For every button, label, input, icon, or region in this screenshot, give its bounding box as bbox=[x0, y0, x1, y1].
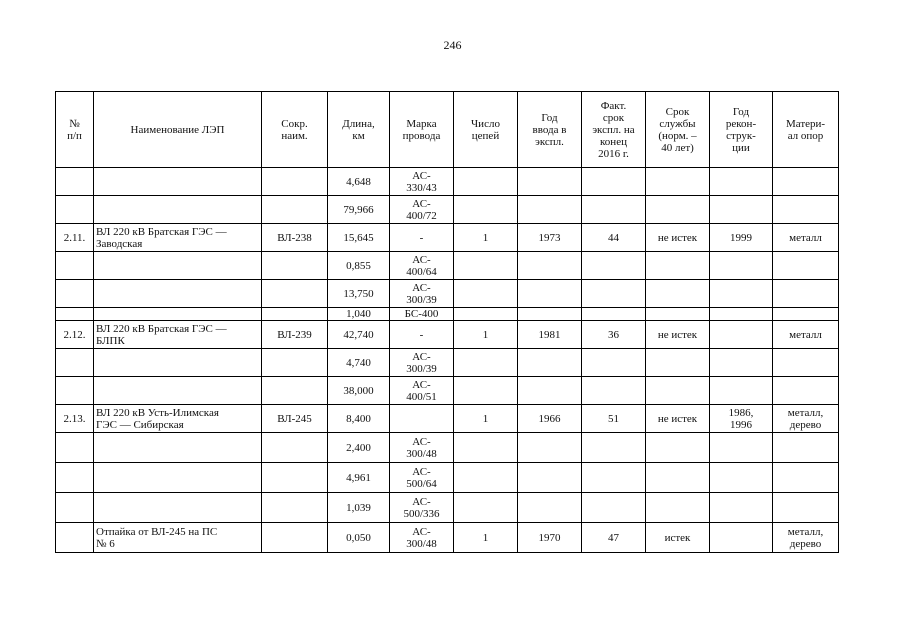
cell-year-commissioned bbox=[518, 377, 582, 405]
cell-name bbox=[94, 168, 262, 196]
header-line: ции bbox=[732, 141, 750, 154]
cell-year-commissioned bbox=[518, 463, 582, 493]
cell-year-commissioned: 1970 bbox=[518, 523, 582, 553]
cell-short-name: ВЛ-239 bbox=[262, 321, 328, 349]
cell-line: 400/72 bbox=[406, 209, 437, 222]
cell-circuits bbox=[454, 280, 518, 308]
cell-circuits bbox=[454, 308, 518, 321]
cell-length: 2,400 bbox=[328, 433, 390, 463]
header-wire-grade bbox=[390, 92, 454, 168]
cell-number bbox=[56, 252, 94, 280]
cell-name bbox=[94, 321, 262, 349]
cell-year-reconstruction bbox=[710, 523, 773, 553]
cell-year-commissioned bbox=[518, 196, 582, 224]
table-row bbox=[56, 168, 839, 196]
cell-service-life bbox=[646, 463, 710, 493]
cell-circuits bbox=[454, 463, 518, 493]
header-line: (норм. – bbox=[658, 129, 697, 142]
cell-service-life bbox=[646, 280, 710, 308]
cell-number: 2.12. bbox=[56, 321, 94, 349]
header-line: Матери- bbox=[785, 117, 826, 130]
cell-actual-service-life bbox=[582, 493, 646, 523]
cell-actual-service-life: 47 bbox=[582, 523, 646, 553]
cell-line: ВЛ 220 кВ Братская ГЭС — bbox=[96, 322, 227, 335]
cell-name bbox=[94, 252, 262, 280]
cell-actual-service-life bbox=[582, 377, 646, 405]
cell-support-material bbox=[773, 377, 839, 405]
table-row bbox=[56, 321, 839, 349]
cell-circuits bbox=[454, 168, 518, 196]
cell-line: 300/39 bbox=[406, 362, 437, 375]
cell-wire-grade bbox=[390, 523, 454, 553]
cell-wire-grade bbox=[390, 308, 454, 321]
cell-year-commissioned bbox=[518, 349, 582, 377]
cell-line: № 6 bbox=[96, 537, 115, 550]
header-line: № bbox=[69, 117, 80, 130]
page-number: 246 bbox=[443, 38, 462, 52]
table-row bbox=[56, 252, 839, 280]
cell-length: 8,400 bbox=[328, 405, 390, 433]
cell-support-material bbox=[773, 252, 839, 280]
cell-service-life: не истек bbox=[646, 321, 710, 349]
cell-line: 300/48 bbox=[406, 537, 437, 550]
cell-short-name bbox=[262, 433, 328, 463]
cell-circuits bbox=[454, 433, 518, 463]
cell-name bbox=[94, 280, 262, 308]
header-line: 2016 г. bbox=[598, 147, 629, 160]
cell-support-material bbox=[773, 224, 839, 252]
cell-wire-grade bbox=[390, 321, 454, 349]
cell-line: 400/51 bbox=[406, 390, 437, 403]
cell-year-commissioned: 1973 bbox=[518, 224, 582, 252]
cell-year-commissioned: 1981 bbox=[518, 321, 582, 349]
cell-line: АС- bbox=[412, 435, 431, 448]
cell-short-name bbox=[262, 196, 328, 224]
cell-support-material bbox=[773, 168, 839, 196]
cell-actual-service-life: 44 bbox=[582, 224, 646, 252]
cell-year-commissioned bbox=[518, 168, 582, 196]
table-body bbox=[56, 168, 839, 553]
header-line: п/п bbox=[67, 129, 82, 142]
cell-name bbox=[94, 463, 262, 493]
header-length bbox=[328, 92, 390, 168]
header-line: Наименование ЛЭП bbox=[130, 123, 225, 136]
cell-short-name bbox=[262, 349, 328, 377]
cell-service-life: истек bbox=[646, 523, 710, 553]
cell-number bbox=[56, 308, 94, 321]
cell-year-reconstruction bbox=[710, 377, 773, 405]
cell-year-reconstruction bbox=[710, 405, 773, 433]
cell-year-reconstruction bbox=[710, 493, 773, 523]
cell-number bbox=[56, 349, 94, 377]
table-row bbox=[56, 433, 839, 463]
cell-service-life: не истек bbox=[646, 405, 710, 433]
cell-wire-grade bbox=[390, 405, 454, 433]
power-lines-table bbox=[55, 91, 839, 553]
cell-actual-service-life bbox=[582, 463, 646, 493]
cell-support-material bbox=[773, 308, 839, 321]
cell-actual-service-life: 51 bbox=[582, 405, 646, 433]
cell-short-name bbox=[262, 168, 328, 196]
table-row bbox=[56, 377, 839, 405]
cell-wire-grade bbox=[390, 168, 454, 196]
cell-short-name bbox=[262, 252, 328, 280]
cell-name bbox=[94, 433, 262, 463]
cell-name bbox=[94, 308, 262, 321]
cell-line: ВЛ 220 кВ Братская ГЭС — bbox=[96, 225, 227, 238]
cell-line: металл bbox=[789, 231, 822, 244]
cell-number bbox=[56, 280, 94, 308]
cell-line: АС- bbox=[412, 465, 431, 478]
cell-support-material bbox=[773, 349, 839, 377]
header-line: Год bbox=[541, 111, 558, 124]
cell-line: ВЛ 220 кВ Усть-Илимская bbox=[96, 406, 219, 419]
cell-line: 1999 bbox=[730, 231, 752, 244]
header-line: экспл. на bbox=[592, 123, 635, 136]
cell-service-life bbox=[646, 252, 710, 280]
header-line: Сокр. bbox=[281, 117, 308, 130]
cell-line: АС- bbox=[412, 197, 431, 210]
cell-length: 1,040 bbox=[328, 308, 390, 321]
table-row bbox=[56, 224, 839, 252]
table-header bbox=[56, 92, 839, 168]
cell-name bbox=[94, 224, 262, 252]
cell-year-reconstruction bbox=[710, 168, 773, 196]
cell-circuits: 1 bbox=[454, 523, 518, 553]
header-line: Длина, bbox=[342, 117, 375, 130]
cell-short-name bbox=[262, 377, 328, 405]
cell-year-reconstruction bbox=[710, 224, 773, 252]
cell-year-commissioned: 1966 bbox=[518, 405, 582, 433]
cell-line: Отпайка от ВЛ-245 на ПС bbox=[96, 525, 218, 538]
cell-length: 38,000 bbox=[328, 377, 390, 405]
header-line: ввода в bbox=[532, 123, 567, 136]
table-row bbox=[56, 493, 839, 523]
cell-circuits bbox=[454, 252, 518, 280]
cell-circuits bbox=[454, 196, 518, 224]
cell-length: 4,740 bbox=[328, 349, 390, 377]
cell-short-name: ВЛ-245 bbox=[262, 405, 328, 433]
cell-line: 500/336 bbox=[403, 507, 440, 520]
cell-actual-service-life bbox=[582, 349, 646, 377]
cell-wire-grade bbox=[390, 224, 454, 252]
cell-service-life bbox=[646, 168, 710, 196]
cell-length: 4,961 bbox=[328, 463, 390, 493]
header-line: ал опор bbox=[787, 129, 824, 142]
table-row bbox=[56, 308, 839, 321]
cell-wire-grade bbox=[390, 493, 454, 523]
cell-support-material bbox=[773, 493, 839, 523]
cell-line: металл bbox=[789, 328, 822, 341]
header-support-material bbox=[773, 92, 839, 168]
cell-number: 2.13. bbox=[56, 405, 94, 433]
header-line: срок bbox=[602, 111, 625, 124]
cell-year-commissioned bbox=[518, 308, 582, 321]
header-line: рекон- bbox=[725, 117, 757, 130]
cell-line: 1986, bbox=[728, 406, 754, 419]
cell-support-material bbox=[773, 196, 839, 224]
cell-actual-service-life: 36 bbox=[582, 321, 646, 349]
cell-year-reconstruction bbox=[710, 280, 773, 308]
cell-wire-grade bbox=[390, 377, 454, 405]
cell-service-life bbox=[646, 433, 710, 463]
table-row bbox=[56, 463, 839, 493]
cell-line: АС- bbox=[412, 253, 431, 266]
cell-year-reconstruction bbox=[710, 196, 773, 224]
header-line: Марка bbox=[406, 117, 437, 130]
cell-length: 79,966 bbox=[328, 196, 390, 224]
table-row bbox=[56, 349, 839, 377]
header-service-life bbox=[646, 92, 710, 168]
table-row bbox=[56, 523, 839, 553]
cell-wire-grade bbox=[390, 280, 454, 308]
cell-short-name bbox=[262, 280, 328, 308]
cell-line: 500/64 bbox=[406, 477, 437, 490]
cell-year-commissioned bbox=[518, 252, 582, 280]
cell-line: 400/64 bbox=[406, 265, 437, 278]
cell-line: АС- bbox=[412, 169, 431, 182]
cell-length: 1,039 bbox=[328, 493, 390, 523]
cell-circuits: 1 bbox=[454, 224, 518, 252]
cell-year-reconstruction bbox=[710, 463, 773, 493]
cell-length: 0,050 bbox=[328, 523, 390, 553]
cell-number: 2.11. bbox=[56, 224, 94, 252]
cell-circuits bbox=[454, 349, 518, 377]
cell-line: 300/39 bbox=[406, 293, 437, 306]
cell-year-reconstruction bbox=[710, 349, 773, 377]
cell-service-life bbox=[646, 493, 710, 523]
header-line: Число bbox=[471, 117, 500, 130]
cell-line: металл, bbox=[787, 406, 824, 419]
header-line: Срок bbox=[665, 105, 690, 118]
cell-length: 4,648 bbox=[328, 168, 390, 196]
cell-circuits: 1 bbox=[454, 321, 518, 349]
cell-service-life: не истек bbox=[646, 224, 710, 252]
cell-service-life bbox=[646, 196, 710, 224]
cell-short-name: ВЛ-238 bbox=[262, 224, 328, 252]
cell-wire-grade bbox=[390, 349, 454, 377]
table-row bbox=[56, 280, 839, 308]
cell-year-commissioned bbox=[518, 280, 582, 308]
header-line: цепей bbox=[471, 129, 500, 142]
cell-number bbox=[56, 377, 94, 405]
header-line: провода bbox=[402, 129, 441, 142]
cell-line: дерево bbox=[789, 537, 822, 550]
cell-name bbox=[94, 493, 262, 523]
header-line: конец bbox=[600, 135, 627, 148]
cell-wire-grade bbox=[390, 252, 454, 280]
cell-length: 13,750 bbox=[328, 280, 390, 308]
table-row bbox=[56, 405, 839, 433]
cell-line: АС- bbox=[412, 495, 431, 508]
cell-number bbox=[56, 463, 94, 493]
cell-actual-service-life bbox=[582, 308, 646, 321]
header-line: наим. bbox=[281, 129, 308, 142]
table-row bbox=[56, 196, 839, 224]
cell-line: АС- bbox=[412, 525, 431, 538]
cell-number bbox=[56, 433, 94, 463]
cell-line: 330/43 bbox=[406, 181, 437, 194]
header-line: струк- bbox=[726, 129, 756, 142]
cell-year-commissioned bbox=[518, 493, 582, 523]
cell-actual-service-life bbox=[582, 196, 646, 224]
cell-actual-service-life bbox=[582, 252, 646, 280]
cell-service-life bbox=[646, 308, 710, 321]
header-line: экспл. bbox=[535, 135, 564, 148]
cell-line: - bbox=[419, 328, 424, 341]
cell-short-name bbox=[262, 493, 328, 523]
cell-line: БЛПК bbox=[96, 334, 125, 347]
header-year-reconstruction bbox=[710, 92, 773, 168]
cell-line: АС- bbox=[412, 281, 431, 294]
cell-service-life bbox=[646, 377, 710, 405]
cell-wire-grade bbox=[390, 196, 454, 224]
cell-wire-grade bbox=[390, 463, 454, 493]
header-number bbox=[56, 92, 94, 168]
cell-support-material bbox=[773, 405, 839, 433]
cell-year-reconstruction bbox=[710, 321, 773, 349]
cell-name bbox=[94, 377, 262, 405]
cell-line: металл, bbox=[787, 525, 824, 538]
cell-line: - bbox=[419, 231, 424, 244]
cell-number bbox=[56, 493, 94, 523]
header-circuits bbox=[454, 92, 518, 168]
cell-name bbox=[94, 523, 262, 553]
header-line: Факт. bbox=[600, 99, 627, 112]
header-short-name bbox=[262, 92, 328, 168]
cell-short-name bbox=[262, 463, 328, 493]
cell-service-life bbox=[646, 349, 710, 377]
cell-year-reconstruction bbox=[710, 433, 773, 463]
cell-wire-grade bbox=[390, 433, 454, 463]
cell-name bbox=[94, 405, 262, 433]
cell-short-name bbox=[262, 523, 328, 553]
cell-circuits: 1 bbox=[454, 405, 518, 433]
cell-year-reconstruction bbox=[710, 308, 773, 321]
cell-length: 0,855 bbox=[328, 252, 390, 280]
cell-length: 42,740 bbox=[328, 321, 390, 349]
cell-actual-service-life bbox=[582, 168, 646, 196]
cell-line: АС- bbox=[412, 378, 431, 391]
cell-number bbox=[56, 168, 94, 196]
cell-circuits bbox=[454, 377, 518, 405]
cell-name bbox=[94, 196, 262, 224]
cell-line: Заводская bbox=[96, 237, 143, 250]
header-row bbox=[56, 92, 839, 168]
cell-number bbox=[56, 523, 94, 553]
cell-support-material bbox=[773, 523, 839, 553]
header-name bbox=[94, 92, 262, 168]
cell-support-material bbox=[773, 280, 839, 308]
cell-line: АС- bbox=[412, 350, 431, 363]
cell-year-commissioned bbox=[518, 433, 582, 463]
cell-support-material bbox=[773, 433, 839, 463]
header-line: службы bbox=[659, 117, 696, 130]
header-year-commissioned bbox=[518, 92, 582, 168]
cell-circuits bbox=[454, 493, 518, 523]
cell-line: БС-400 bbox=[404, 308, 439, 320]
header-line: Год bbox=[732, 105, 750, 118]
cell-number bbox=[56, 196, 94, 224]
cell-actual-service-life bbox=[582, 280, 646, 308]
header-line: 40 лет) bbox=[661, 141, 694, 154]
cell-support-material bbox=[773, 321, 839, 349]
cell-year-reconstruction bbox=[710, 252, 773, 280]
header-actual-service-life bbox=[582, 92, 646, 168]
cell-actual-service-life bbox=[582, 433, 646, 463]
cell-length: 15,645 bbox=[328, 224, 390, 252]
cell-line: 1996 bbox=[730, 418, 752, 431]
cell-short-name bbox=[262, 308, 328, 321]
cell-line: дерево bbox=[789, 418, 822, 431]
cell-line: 300/48 bbox=[406, 447, 437, 460]
cell-name bbox=[94, 349, 262, 377]
header-line: км bbox=[352, 129, 365, 142]
cell-support-material bbox=[773, 463, 839, 493]
cell-line: ГЭС — Сибирская bbox=[96, 418, 184, 431]
